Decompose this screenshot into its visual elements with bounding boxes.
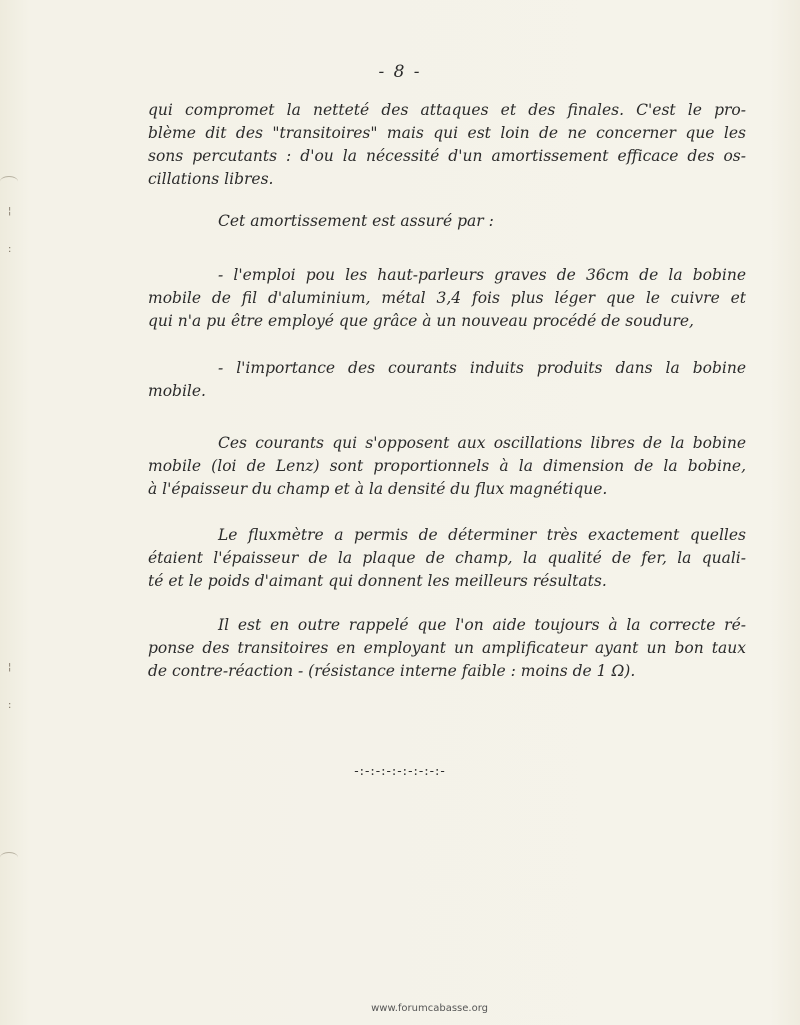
text-line: té et le poids d'aimant qui donnent les meilleurs résultats. [148, 572, 607, 590]
text-line: qui n'a pu être employé que grâce à un nouveau procédé de soudure, [148, 312, 694, 330]
page-curl-mark [0, 852, 18, 863]
text-line: - l'importance des courants induits produits dans la bobine [218, 359, 746, 377]
text-line: ponse des transitoires en employant un amplificateur ayant un bon taux [148, 639, 746, 657]
paragraph-fluxmetre [148, 524, 746, 593]
paragraph-amortissement-intro [148, 210, 746, 233]
paragraph-courants-induits [148, 357, 746, 403]
page-curl-mark [0, 176, 18, 187]
text-line: Cet amortissement est assuré par : [218, 212, 494, 230]
text-line: de contre-réaction - (résistance interne faible : moins de 1 Ω). [148, 662, 636, 680]
text-line: mobile (loi de Lenz) sont proportionnels à la dimension de la bobine, [148, 457, 746, 475]
margin-speck: ¦ [8, 662, 12, 673]
text-line: qui compromet la netteté des attaques et des finales. C'est le pro- [148, 101, 746, 119]
text-line: mobile. [148, 382, 206, 400]
page-number: - 8 - [378, 62, 422, 82]
paragraph-amplificateur [148, 614, 746, 683]
text-line: - l'emploi pou les haut-parleurs graves de 36cm de la bobine [218, 266, 746, 284]
text-line: mobile de fil d'aluminium, métal 3,4 fois plus léger que le cuivre et [148, 289, 746, 307]
margin-speck: : [8, 700, 12, 711]
section-separator: -:-:-:-:-:-:-:-:- [354, 764, 446, 779]
text-line: sons percutants : d'ou la nécessité d'un amortissement efficace des os- [148, 147, 746, 165]
text-line: blème dit des "transitoires" mais qui est loin de ne concerner que les [148, 124, 746, 142]
text-line: Le fluxmètre a permis de déterminer très exactement quelles [218, 526, 746, 544]
text-line: Ces courants qui s'opposent aux oscillations libres de la bobine [218, 434, 746, 452]
margin-speck: ¦ [8, 206, 12, 217]
paragraph-lenz [148, 432, 746, 501]
paragraph-transitoires [148, 99, 746, 191]
margin-speck: : [8, 244, 12, 255]
text-line: cillations libres. [148, 170, 274, 188]
text-line: étaient l'épaisseur de la plaque de champ, la qualité de fer, la quali- [148, 549, 746, 567]
text-line: à l'épaisseur du champ et à la densité du flux magnétique. [148, 480, 608, 498]
footer-watermark: www.forumcabasse.org [371, 1003, 488, 1014]
paragraph-aluminium [148, 264, 746, 333]
text-line: Il est en outre rappelé que l'on aide toujours à la correcte ré- [218, 616, 746, 634]
